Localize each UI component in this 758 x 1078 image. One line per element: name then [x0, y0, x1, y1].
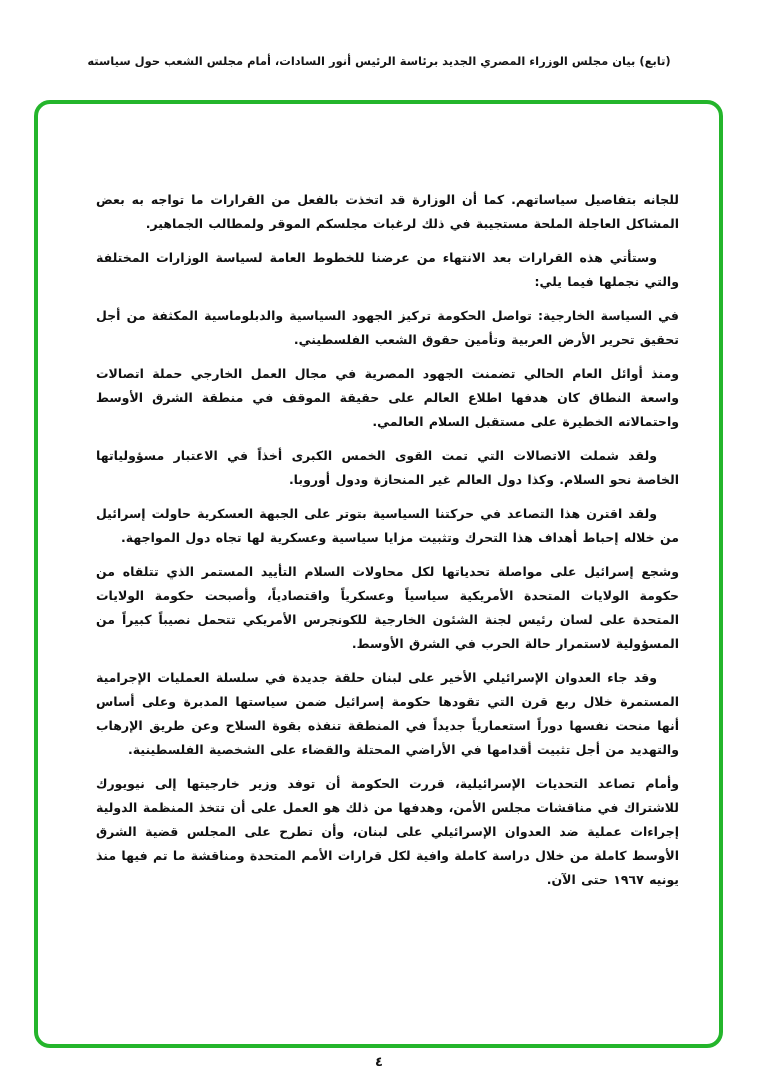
green-border-frame [34, 100, 723, 1048]
page-number: ٤ [375, 1055, 383, 1070]
paragraph: للجانه بتفاصيل سياساتهم. كما أن الوزارة قد اتخذت بالفعل من القرارات ما تواجه به بعض المشاكل العاجلة الملحة مستجيبة في ذلك لرغبات مجلسكم الموقر ولمطالب الجماهير. [96, 192, 679, 231]
paragraph: وأمام تصاعد التحديات الإسرائيلية، قررت الحكومة أن توفد وزير خارجيتها إلى نيويورك للاشتراك في مناقشات مجلس الأمن، وهدفها من ذلك هو العمل على أن تتخذ المنظمة الدولية إجراءات عملية ضد العدوان الإسرائيلي على لبنان، وأن تطرح على المجلس قضية الشرق الأوسط كاملة من خلال دراسة كاملة وافية لكل قرارات الأمم المتحدة ومناقشة ما تم فيها منذ يونيه ١٩٦٧ حتى الآن. [96, 776, 679, 887]
paragraph: ومنذ أوائل العام الحالي تضمنت الجهود المصرية في مجال العمل الخارجي حملة اتصالات واسعة النطاق كان هدفها اطلاع العالم على حقيقة الموقف في منطقة الشرق الأوسط واحتمالاته الخطيرة على مستقبل السلام العالمي. [96, 366, 679, 429]
paragraph: ولقد شملت الاتصالات التي تمت القوى الخمس الكبرى أخذاً في الاعتبار مسؤولياتها الخاصة نحو السلام. وكذا دول العالم غير المنحازة ودول أوروبا. [96, 448, 679, 487]
paragraph: وستأتي هذه القرارات بعد الانتهاء من عرضنا للخطوط العامة لسياسة الوزارات المختلفة والتي نجملها فيما يلي: [96, 250, 679, 289]
document-body [38, 104, 719, 892]
document-header-title: (تابع) بيان مجلس الوزراء المصري الجديد برئاسة الرئيس أنور السادات، أمام مجلس الشعب حول سياسته [87, 54, 671, 68]
paragraph: وشجع إسرائيل على مواصلة تحدياتها لكل محاولات السلام التأييد المستمر الذي تتلقاه من حكومة الولايات المتحدة الأمريكية سياسياً وعسكرياً واقتصادياً، وأصبحت حكومة الولايات المتحدة على لسان رئيس لجنة الشئون الخارجية للكونجرس الأمريكي تتحمل نصيباً كبيراً من المسؤولية لاستمرار حالة الحرب في الشرق الأوسط. [96, 564, 679, 651]
paragraph: ولقد اقترن هذا التصاعد في حركتنا السياسية بتوتر على الجبهة العسكرية حاولت إسرائيل من خلاله إحباط أهداف هذا التحرك وتثبيت مزايا سياسية وعسكرية لها تجاه دول المواجهة. [96, 506, 679, 545]
paragraph: وقد جاء العدوان الإسرائيلي الأخير على لبنان حلقة جديدة في سلسلة العمليات الإجرامية المستمرة خلال ربع قرن التي تقودها حكومة إسرائيل ضمن سياستها المدبرة وعلى أساس أنها منحت نفسها دوراً استعمارياً جديداً في المنطقة تنفذه بقوة السلاح وعن طريق الإرهاب والتهديد من أجل تثبيت أقدامها في الأراضي المحتلة والقضاء على الشخصية الفلسطينية. [96, 670, 679, 757]
paragraph: في السياسة الخارجية: تواصل الحكومة تركيز الجهود السياسية والدبلوماسية المكثفة من أجل تحقيق تحرير الأرض العربية وتأمين حقوق الشعب الفلسطيني. [96, 308, 679, 347]
